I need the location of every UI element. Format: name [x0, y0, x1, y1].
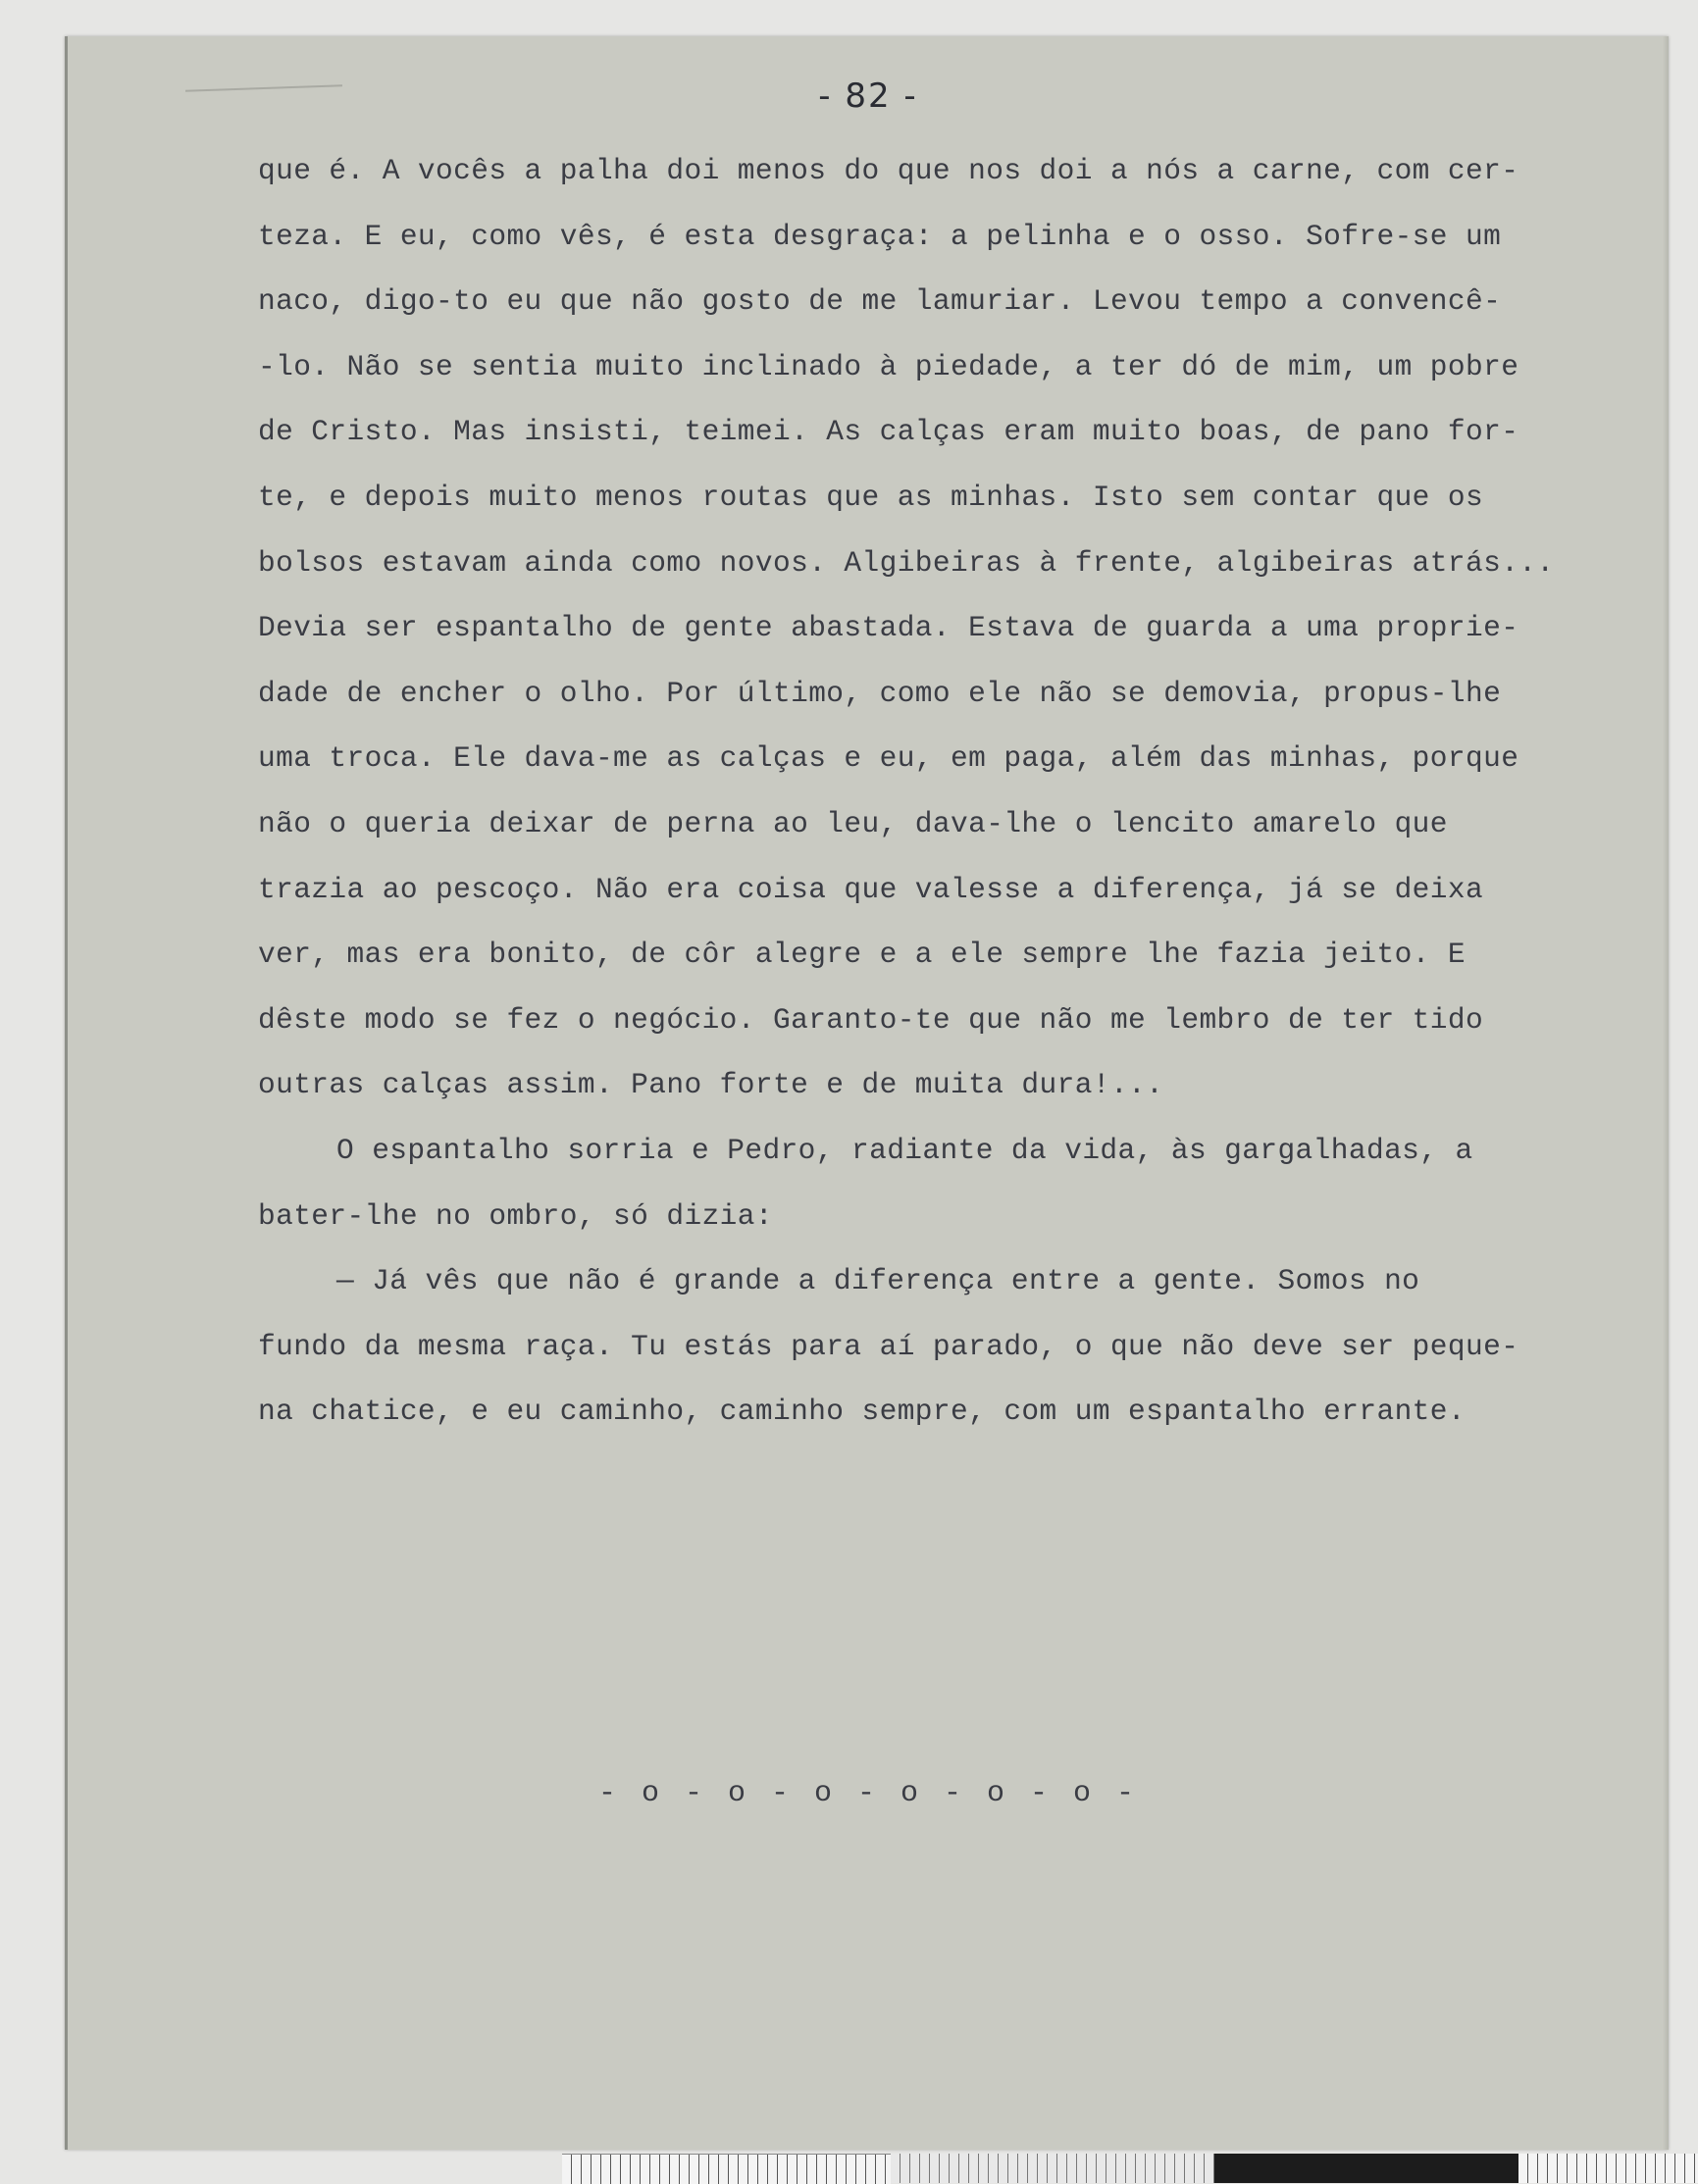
ruler-segment: [1518, 2154, 1698, 2183]
text-line-19: fundo da mesma raça. Tu estás para aí parado, o que não deve ser peque-: [258, 1329, 1519, 1363]
page-number: - 82 -: [818, 76, 918, 116]
scale-ruler: [562, 2154, 1698, 2183]
text-line-13: ver, mas era bonito, de côr alegre e a ele sempre lhe fazia jeito. E: [258, 938, 1466, 972]
text-line-18: — Já vês que não é grande a diferença entre a gente. Somos no: [336, 1264, 1420, 1298]
text-line-15: outras calças assim. Pano forte e de muita dura!...: [258, 1068, 1164, 1102]
text-line-9: dade de encher o olho. Por último, como ele não se demovia, propus-lhe: [258, 676, 1502, 710]
text-line-20: na chatice, e eu caminho, caminho sempre, com um espantalho errante.: [258, 1395, 1466, 1429]
text-line-4: -lo. Não se sentia muito inclinado à piedade, a ter dó de mim, um pobre: [258, 349, 1519, 383]
text-line-1: que é. A vocês a palha doi menos do que nos doi a nós a carne, com cer-: [258, 154, 1519, 187]
text-line-7: bolsos estavam ainda como novos. Algibeiras à frente, algibeiras atrás...: [258, 545, 1555, 580]
text-line-2: teza. E eu, como vês, é esta desgraça: a pelinha e o osso. Sofre-se um: [258, 219, 1502, 253]
text-line-12: trazia ao pescoço. Não era coisa que valesse a diferença, já se deixa: [258, 872, 1484, 906]
body-text: [258, 138, 1651, 1445]
ruler-segment: [562, 2154, 891, 2184]
text-line-3: naco, digo-to eu que não gosto de me lamuriar. Levou tempo a convencê-: [258, 284, 1502, 319]
text-line-11: não o queria deixar de perna ao leu, dava-lhe o lencito amarelo que: [258, 806, 1448, 840]
typewritten-page: [65, 36, 1669, 2150]
text-line-10: uma troca. Ele dava-me as calças e eu, em paga, além das minhas, porque: [258, 741, 1519, 776]
text-line-14: dêste modo se fez o negócio. Garanto-te que não me lembro de ter tido: [258, 1002, 1484, 1037]
ruler-segment: [891, 2154, 1214, 2183]
text-line-6: te, e depois muito menos routas que as minhas. Isto sem contar que os: [258, 480, 1484, 514]
text-line-5: de Cristo. Mas insisti, teimei. As calças eram muito boas, de pano for-: [258, 415, 1519, 449]
section-divider: - o - o - o - o - o - o -: [597, 1777, 1139, 1810]
text-line-17: bater-lhe no ombro, só dizia:: [258, 1198, 773, 1233]
text-line-16: O espantalho sorria e Pedro, radiante da vida, às gargalhadas, a: [336, 1133, 1473, 1167]
text-line-8: Devia ser espantalho de gente abastada. Estava de guarda a uma proprie-: [258, 611, 1519, 645]
page-edge: [1663, 36, 1669, 2150]
ruler-segment: [1214, 2154, 1518, 2183]
